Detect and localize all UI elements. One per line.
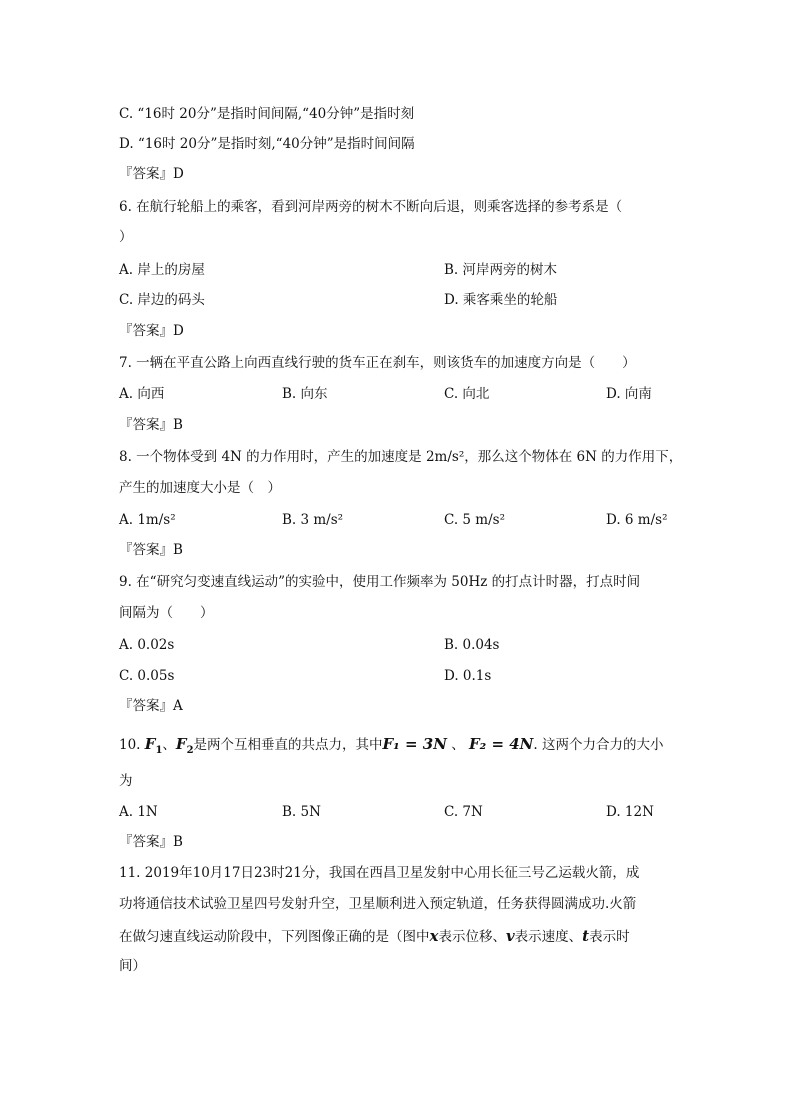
q7-answer: 『答案』B [119,417,183,433]
q10-separator-2: 、 [451,737,465,753]
q11-stem-text-c: 表示速度、 [514,929,583,945]
q10-equation-f1: F₁ = 3N [382,735,447,753]
q10-answer: 『答案』B [119,834,183,850]
q9-stem-line1: 9. 在“研究匀变速直线运动”的实验中，使用工作频率为 50Hz 的打点计时器，打点时间 [119,574,641,590]
q6-option-c: C. 岸边的码头 [119,292,205,308]
q11-var-t: t [582,927,590,945]
q10-option-c: C. 7N [444,804,483,820]
q9-option-c: C. 0.05s [119,668,175,684]
q9-option-b: B. 0.04s [444,637,500,653]
q7-option-c: C. 向北 [444,386,490,402]
q11-stem-line1: 11. 2019年10月17日23时21分，我国在西昌卫星发射中心用长征三号乙运载火箭，成 [119,865,640,881]
q11-stem-text-a: 在做匀速直线运动阶段中，下列图像正确的是（图中 [119,929,430,945]
q8-answer: 『答案』B [119,542,183,558]
q9-stem-line2: 间隔为（ ） [119,605,214,621]
q6-option-a: A. 岸上的房屋 [119,262,205,278]
q8-option-a: A. 1m/s² [119,512,176,528]
q10-f1-symbol: $F_1$ [144,735,163,756]
q10-stem-line1 [119,735,664,760]
q8-option-d: D. 6 m/s² [606,512,668,528]
q9-option-d: D. 0.1s [444,668,492,684]
q6-answer: 『答案』D [119,323,184,339]
q7-option-b: B. 向东 [282,386,328,402]
q10-equation-f2: F₂ = 4N [469,735,534,753]
q10-stem-tail: . 这两个力合力的大小 [533,737,664,753]
q5-option-c: C. “16时 20分”是指时间间隔,“40分钟”是指时刻 [119,106,415,122]
q8-stem-line2: 产生的加速度大小是（ ） [119,480,281,496]
q6-option-b: B. 河岸两旁的树木 [444,262,558,278]
q11-stem-text-d: 表示时 [589,929,630,945]
q10-f2-symbol: $F_2$ [175,735,194,756]
q10-stem-line2: 为 [119,773,133,789]
q11-stem-text-b: 表示位移、 [438,929,506,945]
q10-stem-mid: 是两个互相垂直的共点力，其中 [193,737,383,753]
q10-option-b: B. 5N [282,804,321,820]
q6-option-d: D. 乘客乘坐的轮船 [444,292,558,308]
q11-stem-line2: 功将通信技术试验卫星四号发射升空，卫星顺利进入预定轨道，任务获得圆满成功.火箭 [119,896,637,912]
q5-answer: 『答案』D [119,166,184,182]
q6-stem-line1: 6. 在航行轮船上的乘客，看到河岸两旁的树木不断向后退，则乘客选择的参考系是（ [119,199,623,215]
q7-option-a: A. 向西 [119,386,165,402]
q7-option-d: D. 向南 [606,386,652,402]
q9-answer: 『答案』A [119,698,183,714]
q5-option-d: D. “16时 20分”是指时刻,“40分钟”是指时间间隔 [119,136,415,152]
q11-var-x: x [429,927,439,945]
q10-option-d: D. 12N [606,804,654,820]
q6-stem-line2: ） [119,229,133,245]
q10-option-a: A. 1N [119,804,158,820]
q8-option-c: C. 5 m/s² [444,512,506,528]
q7-stem: 7. 一辆在平直公路上向西直线行驶的货车正在刹车，则该货车的加速度方向是（ ） [119,355,636,371]
q11-stem-line3 [119,927,630,946]
q10-number: 10. [119,737,141,753]
q9-option-a: A. 0.02s [119,637,175,653]
q8-option-b: B. 3 m/s² [282,512,344,528]
q8-stem-line1: 8. 一个物体受到 4N 的力作用时，产生的加速度是 2m/s²，那么这个物体在 6N 的力作用下， [119,449,683,465]
q11-stem-line4: 间） [119,958,146,974]
q10-separator: 、 [162,737,176,753]
q11-var-v: v [505,927,515,945]
